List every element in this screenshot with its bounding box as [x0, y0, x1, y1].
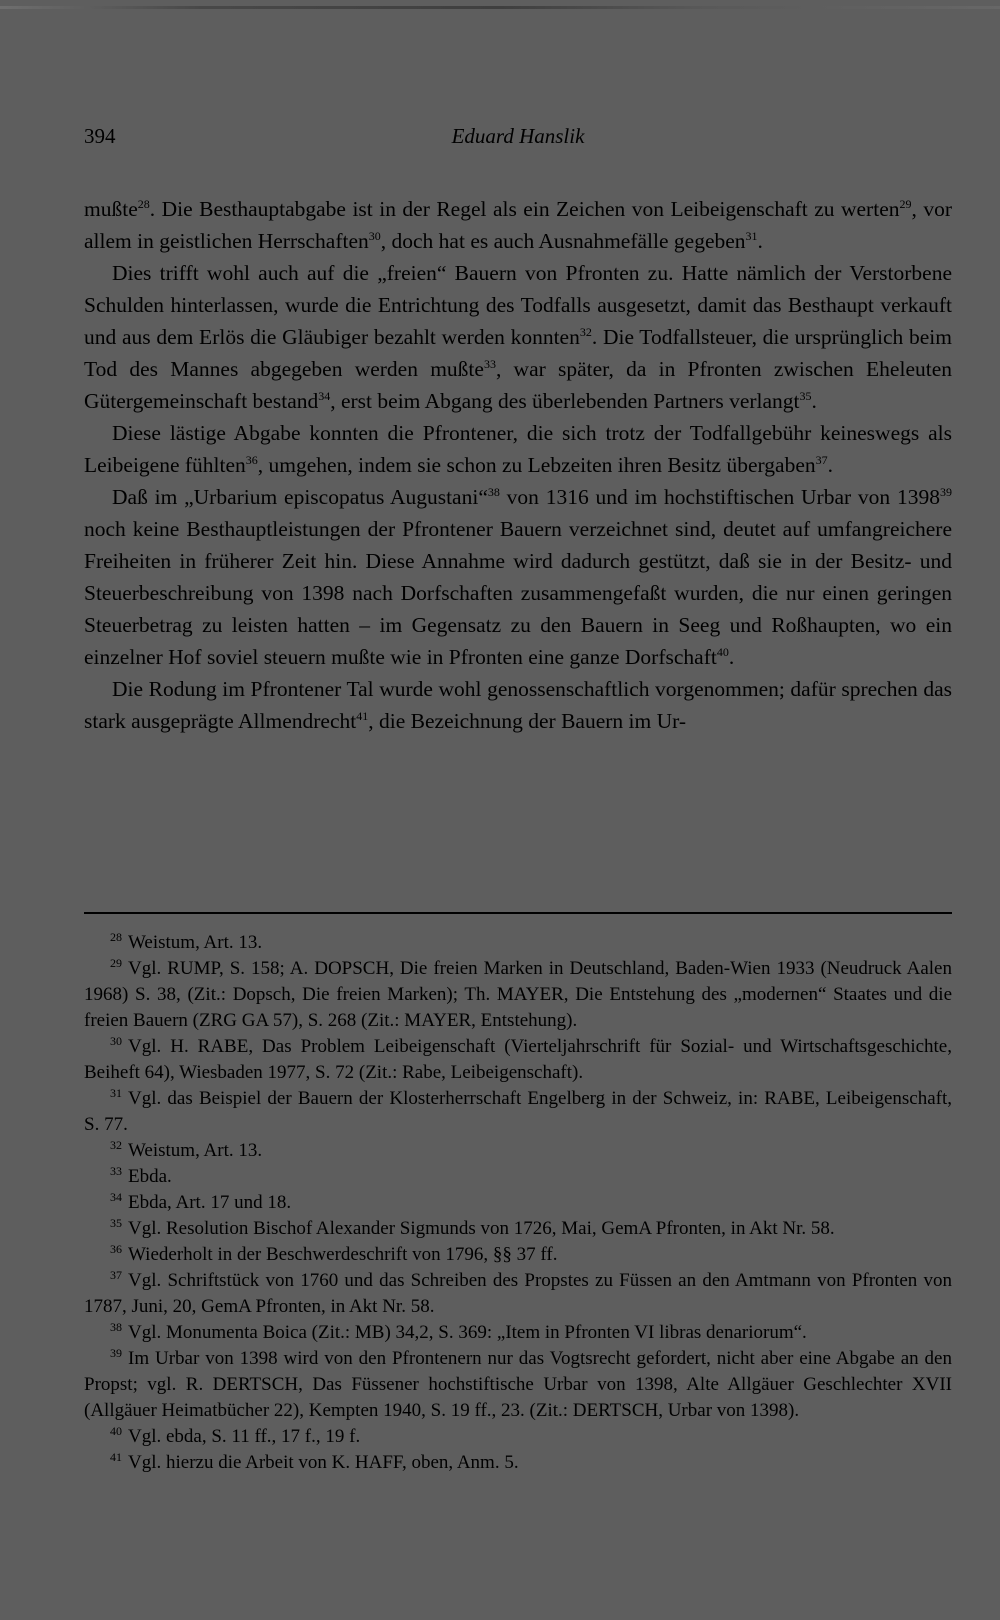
footnote-ref: 36: [245, 452, 258, 467]
footnote-ref: 40: [716, 644, 729, 659]
text-run: von 1316 und im hochstiftischen Urbar von 1398: [499, 485, 940, 509]
text-run: noch keine Besthauptleistungen der Pfrontener Bauern verzeichnet sind, deutet auf umfangreichere Freiheiten in früherer Zeit hin. Diese Annahme wird dadurch gestützt, daß sie in der Besitz- und Steuerbeschreibung von 1398 nach Dorfschaften zusammengefaßt wurden, die nur einen geringen Steuerbetrag zu leisten hatten – im Gegensatz zu den Bauern in Seeg und Roßhaupten, wo ein einzelner Hof soviel steuern mußte wie in Pfronten eine ganze Dorfschaft: [84, 517, 952, 669]
footnote-number: 33: [110, 1163, 122, 1178]
footnote-ref: 35: [799, 388, 812, 403]
running-head: Eduard Hanslik: [451, 124, 585, 148]
footnote-text: Wiederholt in der Beschwerdeschrift von 1796, §§ 37 ff.: [128, 1244, 558, 1265]
footnote: [84, 1424, 952, 1450]
footnote-text: Ebda.: [128, 1166, 172, 1187]
footnote: [84, 1138, 952, 1164]
scan-edge-artifact: [0, 6, 1000, 9]
footnote-separator: [84, 912, 952, 914]
footnote-text: Vgl. das Beispiel der Bauern der Klosterherrschaft Engelberg in der Schweiz, in: RABE, Leibeigenschaft, S. 77.: [84, 1088, 952, 1135]
footnote-ref: 34: [318, 388, 331, 403]
text-run: . Die Besthauptabgabe ist in der Regel als ein Zeichen von Leibeigenschaft zu werten: [149, 197, 900, 221]
footnote-number: 36: [110, 1241, 122, 1256]
text-run: .: [811, 389, 817, 413]
paragraph: [84, 193, 952, 257]
text-run: , die Bezeichnung der Bauern im Ur-: [368, 709, 687, 733]
footnote: [84, 1320, 952, 1346]
text-run: .: [728, 645, 735, 669]
paragraph: [84, 673, 952, 737]
paragraph: [84, 417, 952, 481]
footnote-ref: 37: [815, 452, 828, 467]
footnote-ref: 31: [745, 228, 758, 243]
page-header: [84, 124, 952, 154]
paragraph: [84, 481, 952, 673]
footnote-ref: 41: [356, 708, 369, 723]
footnote-text: Im Urbar von 1398 wird von den Pfrontenern nur das Vogtsrecht gefordert, nicht aber eine Abgabe an den Propst; vgl. R. DERTSCH, Das Füssener hochstiftische Urbar von 1398, Alte Allgäuer Geschlechter XVII (Allgäuer Heimatbücher 22), Kempten 1940, S. 19 ff., 23. (Zit.: DERTSCH, Urbar von 1398).: [84, 1348, 952, 1421]
footnote-text: Vgl. Monumenta Boica (Zit.: MB) 34,2, S. 369: „Item in Pfronten VI libras denariorum“.: [128, 1322, 807, 1343]
footnote-text: Weistum, Art. 13.: [128, 1140, 263, 1161]
footnote: [84, 1190, 952, 1216]
footnote-number: 37: [110, 1267, 122, 1282]
footnote-ref: 30: [368, 228, 381, 243]
footnote: [84, 1216, 952, 1242]
footnote: [84, 1242, 952, 1268]
footnote: [84, 1268, 952, 1320]
footnote: [84, 1450, 952, 1476]
footnote-text: Vgl. Resolution Bischof Alexander Sigmunds von 1726, Mai, GemA Pfronten, in Akt Nr. 58.: [128, 1218, 835, 1239]
footnote-number: 32: [110, 1137, 122, 1152]
text-run: mußte: [84, 197, 138, 221]
text-run: Dies trifft wohl auch auf die „freien“ Bauern von Pfronten zu. Hatte nämlich der Verstorbene Schulden hinterlassen, wurde die Entrichtung des Todfalls ausgesetzt, damit das Besthaupt verkauft und aus dem Erlös die Gläubiger bezahlt werden konnten: [84, 261, 952, 349]
footnote-number: 30: [110, 1033, 122, 1048]
footnote-ref: 29: [899, 196, 912, 211]
footnote: [84, 1086, 952, 1138]
text-run: , war später, da in Pfronten zwischen Eheleuten Gütergemeinschaft bestand: [84, 357, 952, 413]
paragraph: [84, 257, 952, 417]
text-run: Daß im „Urbarium episcopatus Augustani“: [112, 485, 488, 509]
footnote-text: Vgl. H. RABE, Das Problem Leibeigenschaft (Vierteljahrschrift für Sozial- und Wirtschaftsgeschichte, Beiheft 64), Wiesbaden 1977, S. 72 (Zit.: Rabe, Leibeigenschaft).: [84, 1036, 952, 1083]
footnote-number: 38: [110, 1319, 122, 1334]
footnote-ref: 39: [939, 484, 952, 499]
footnote-text: Vgl. Schriftstück von 1760 und das Schreiben des Propstes zu Füssen an den Amtmann von Pfronten von 1787, Juni, 20, GemA Pfronten, in Akt Nr. 58.: [84, 1270, 952, 1317]
footnote-number: 34: [110, 1189, 122, 1204]
footnote-ref: 32: [579, 324, 592, 339]
text-run: , umgehen, indem sie schon zu Lebzeiten ihren Besitz übergaben: [257, 453, 816, 477]
text-run: .: [757, 229, 763, 253]
footnote: [84, 930, 952, 956]
footnote-ref: 33: [483, 356, 496, 371]
footnote: [84, 956, 952, 1034]
text-run: , vor allem in geistlichen Herrschaften: [84, 197, 952, 253]
text-run: Diese lästige Abgabe konnten die Pfrontener, die sich trotz der Todfallgebühr keineswegs als Leibeigene fühlten: [84, 421, 952, 477]
text-run: .: [827, 453, 833, 477]
footnote-text: Vgl. ebda, S. 11 ff., 17 f., 19 f.: [128, 1426, 361, 1447]
footnote-number: 40: [110, 1423, 122, 1438]
footnote-number: 41: [110, 1449, 122, 1464]
footnote-text: Vgl. hierzu die Arbeit von K. HAFF, oben, Anm. 5.: [128, 1452, 519, 1473]
footnote-number: 31: [110, 1085, 122, 1100]
footnote-ref: 28: [137, 196, 150, 211]
footnote: [84, 1034, 952, 1086]
footnote-text: Ebda, Art. 17 und 18.: [128, 1192, 292, 1213]
text-run: Die Rodung im Pfrontener Tal wurde wohl genossenschaftlich vorgenommen; dafür sprechen das stark ausgeprägte Allmendrecht: [84, 677, 952, 733]
footnote-number: 29: [110, 955, 122, 970]
main-text: [84, 193, 952, 737]
footnote-text: Weistum, Art. 13.: [128, 932, 263, 953]
footnote: [84, 1164, 952, 1190]
footnotes: [84, 930, 952, 1476]
footnote-ref: 38: [487, 484, 500, 499]
footnote-number: 28: [110, 929, 122, 944]
text-run: . Die Todfallsteuer, die ursprünglich beim Tod des Mannes abgegeben werden mußte: [84, 325, 953, 381]
text-run: , doch hat es auch Ausnahmefälle gegeben: [380, 229, 746, 253]
footnote-number: 39: [110, 1345, 122, 1360]
footnote-text: Vgl. RUMP, S. 158; A. DOPSCH, Die freien Marken in Deutschland, Baden-Wien 1933 (Neudruck Aalen 1968) S. 38, (Zit.: Dopsch, Die freien Marken); Th. MAYER, Die Entstehung des „modernen“ Staates und die freien Bauern (ZRG GA 57), S. 268 (Zit.: MAYER, Entstehung).: [84, 958, 952, 1031]
page-number: 394: [84, 124, 116, 148]
text-run: , erst beim Abgang des überlebenden Partners verlangt: [330, 389, 800, 413]
footnote-number: 35: [110, 1215, 122, 1230]
footnote: [84, 1346, 952, 1424]
